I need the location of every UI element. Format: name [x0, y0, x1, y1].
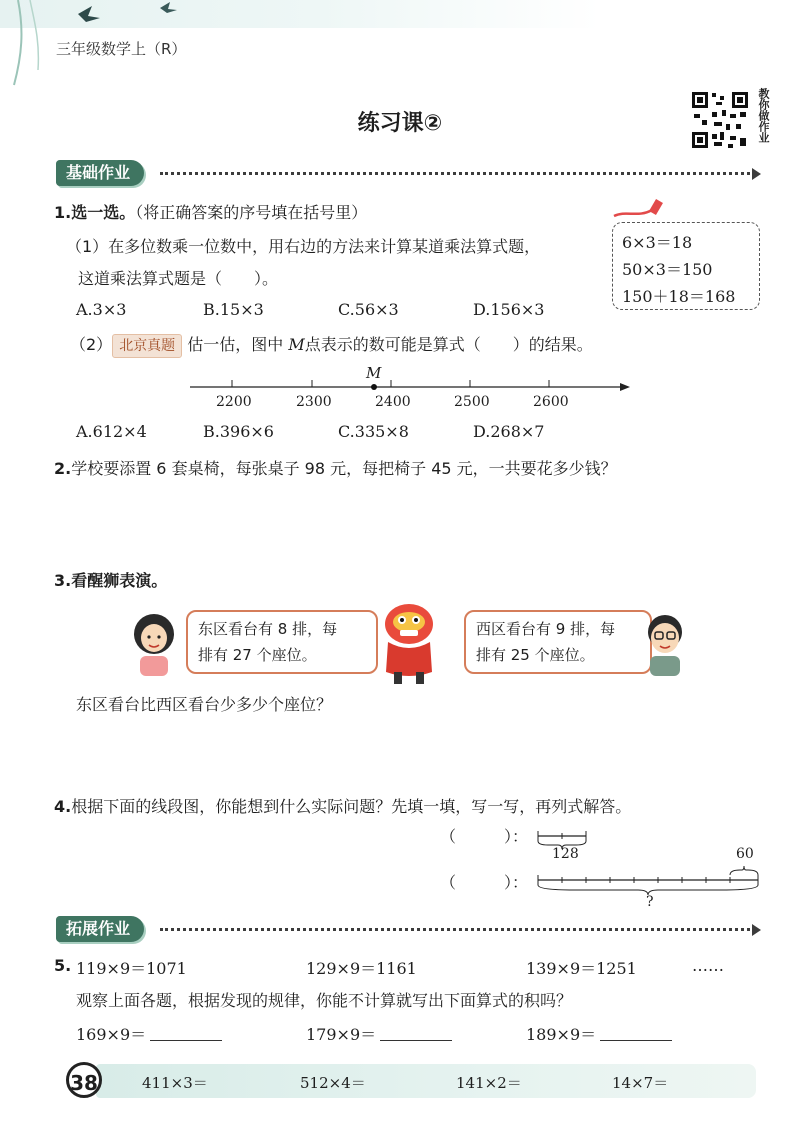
point-m — [371, 384, 377, 390]
q1-part2-prefix: （2） — [70, 335, 113, 354]
section-tag-basic: 基础作业 — [56, 160, 144, 186]
lion-dance-icon — [374, 600, 444, 686]
bubble-line: 西区看台有 9 排，每 — [476, 620, 616, 638]
calc-line: 50×3＝150 — [622, 260, 713, 279]
numberline-point-label: M — [366, 364, 382, 382]
q3-title: 看醒狮表演。 — [71, 571, 168, 590]
calc-line: 150＋18＝168 — [622, 287, 736, 306]
q4-blank-row1[interactable]: （ ）： — [440, 827, 529, 846]
q1-option-b[interactable]: B.15×3 — [203, 300, 264, 319]
grade-label: 三年级数学上（R） — [56, 40, 187, 58]
tick-label: 2600 — [533, 394, 569, 410]
tick-label: 2200 — [216, 394, 252, 410]
q5-answer-blank[interactable] — [150, 1040, 222, 1041]
source-badge: 北京真题 — [112, 334, 182, 358]
q1-part2 — [70, 332, 593, 358]
q5-prompt: 观察上面各题，根据发现的规律，你能不计算就写出下面算式的积吗？ — [76, 991, 573, 1010]
q1-note: （将正确答案的序号填在括号里） — [135, 203, 368, 222]
q5-answer-blank[interactable] — [380, 1040, 452, 1041]
q4-number: 4. — [54, 797, 72, 816]
qr-code-icon[interactable] — [690, 90, 750, 150]
q1-number: 1. — [54, 203, 72, 222]
speech-bubble-west — [464, 610, 652, 674]
q1-p2-option-c[interactable]: C.335×8 — [338, 422, 409, 441]
q3-answer-area[interactable] — [70, 722, 750, 788]
footer-exercise[interactable]: 411×3＝ — [142, 1074, 208, 1092]
footer-exercise[interactable]: 512×4＝ — [300, 1074, 366, 1092]
girl-character-icon — [128, 610, 180, 676]
q3-question: 东区看台比西区看台少多少个座位？ — [76, 695, 333, 714]
q1-p2-option-d[interactable]: D.268×7 — [473, 422, 545, 441]
q1-part1-line1: （1）在多位数乘一位数中，用右边的方法来计算某道乘法算式题， — [66, 237, 541, 256]
q1-heading — [54, 200, 367, 223]
q1-part1-line2[interactable]: 这道乘法算式题是（ ）。 — [78, 269, 279, 288]
segment-label-128: 128 — [552, 846, 579, 862]
section-tag-extended: 拓展作业 — [56, 916, 144, 942]
tick-label: 2300 — [296, 394, 332, 410]
boy-character-icon — [640, 610, 690, 676]
speech-bubble-east — [186, 610, 378, 674]
segment-label-60: 60 — [736, 846, 754, 862]
q4 — [54, 794, 631, 817]
q1-p2-option-a[interactable]: A.612×4 — [76, 422, 147, 441]
pencil-icon — [612, 196, 668, 222]
q1-part2-text2[interactable]: 点表示的数可能是算式（ ）的结果。 — [304, 335, 593, 354]
bubble-line: 排有 27 个座位。 — [198, 646, 317, 664]
q4-blank-row2[interactable]: （ ）： — [440, 873, 529, 892]
segment-label-question: ? — [646, 894, 654, 910]
qr-caption: 教你做作业 — [757, 88, 770, 143]
q1-p2-option-b[interactable]: B.396×6 — [203, 422, 274, 441]
q2-text: 学校要添置 6 套桌椅，每张桌子 98 元，每把椅子 45 元，一共要花多少钱？ — [71, 459, 617, 478]
q1-option-c[interactable]: C.56×3 — [338, 300, 399, 319]
q2-number: 2. — [54, 459, 72, 478]
tick-label: 2500 — [454, 394, 490, 410]
q5-answer-blank[interactable] — [600, 1040, 672, 1041]
footer-exercise[interactable]: 14×7＝ — [612, 1074, 669, 1092]
bubble-line: 排有 25 个座位。 — [476, 646, 595, 664]
q2 — [54, 456, 617, 479]
q3 — [54, 568, 167, 591]
q5-equation: 139×9＝1251 — [526, 959, 637, 978]
q5-equation: 129×9＝1161 — [306, 959, 417, 978]
footer-exercise[interactable]: 141×2＝ — [456, 1074, 522, 1092]
q3-number: 3. — [54, 571, 72, 590]
q5-ellipsis: …… — [692, 956, 724, 975]
tick-label: 2400 — [375, 394, 411, 410]
point-m-label: M — [288, 335, 305, 354]
section-divider — [160, 928, 750, 931]
q5-task: 169×9＝ — [76, 1025, 147, 1044]
page-title: 练习课② — [357, 111, 443, 136]
q1-option-a[interactable]: A.3×3 — [76, 300, 127, 319]
q1-title: 选一选。 — [71, 203, 136, 222]
arrow-right-icon — [752, 168, 761, 180]
q2-answer-area[interactable] — [70, 486, 750, 568]
q1-option-d[interactable]: D.156×3 — [473, 300, 545, 319]
q5-task: 179×9＝ — [306, 1025, 377, 1044]
calc-line: 6×3＝18 — [622, 233, 693, 252]
q5-number: 5. — [54, 956, 72, 975]
section-divider — [160, 172, 750, 175]
arrow-right-icon — [752, 924, 761, 936]
q1-part2-text: 估一估，图中 — [187, 335, 284, 354]
q4-text: 根据下面的线段图，你能想到什么实际问题？先填一填，写一写，再列式解答。 — [71, 797, 632, 816]
q5-equation: 119×9＝1071 — [76, 959, 187, 978]
q5-task: 189×9＝ — [526, 1025, 597, 1044]
page-number: 38 — [66, 1062, 102, 1098]
bubble-line: 东区看台有 8 排，每 — [198, 620, 338, 638]
